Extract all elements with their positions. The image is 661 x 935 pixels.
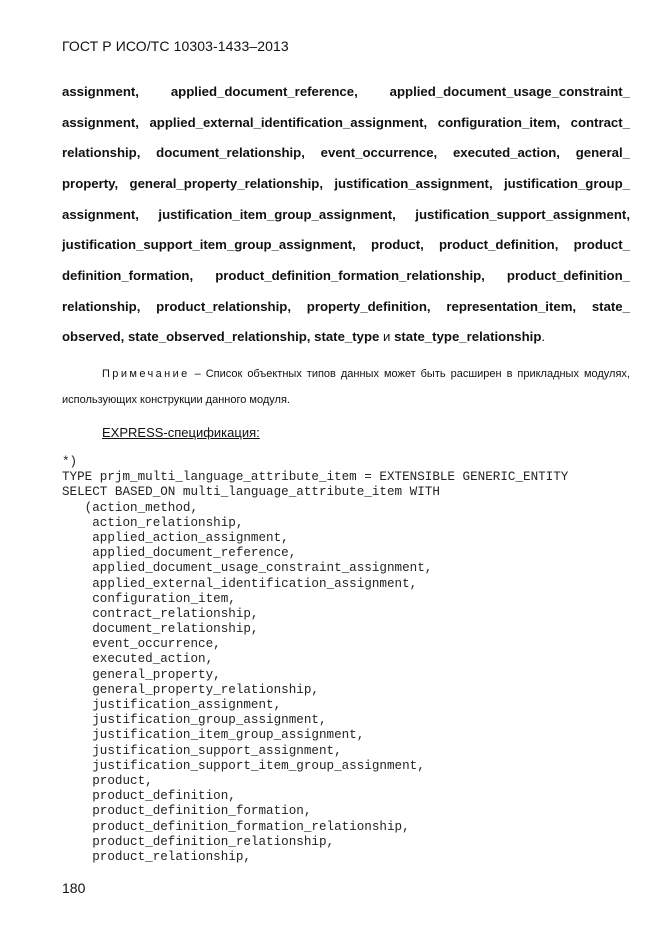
paragraph-line [62, 115, 630, 130]
paragraph-word: product_relationship, [156, 299, 291, 314]
code-line: *) [62, 455, 78, 469]
paragraph-word: justification_assignment, [334, 176, 493, 191]
note-line: использующих конструкции данного модуля. [62, 394, 290, 406]
note-word: модулях, [583, 368, 630, 380]
code-line: product_relationship, [62, 849, 251, 864]
note-word: может [383, 368, 416, 380]
express-code-block [62, 455, 568, 865]
note-line [102, 368, 630, 380]
code-line: document_relationship, [62, 622, 259, 637]
code-line: general_property_relationship, [62, 682, 319, 697]
code-line: product_definition_relationship, [62, 834, 335, 849]
note-word: данных [340, 368, 379, 380]
code-line: executed_action, [62, 652, 214, 667]
page-number: 180 [62, 880, 86, 896]
paragraph-word: product_definition, [438, 237, 559, 252]
paragraph-text: observed, state_observed_relationship, state_type [62, 329, 380, 344]
code-line: justification_assignment, [62, 698, 282, 712]
code-line: SELECT BASED_ON multi_language_attribute_item WITH [62, 485, 440, 500]
paragraph-conjunction: и [379, 329, 395, 344]
paragraph-line [62, 145, 630, 160]
code-line: event_occurrence, [62, 637, 221, 652]
paragraph-word: definition_formation, [62, 268, 194, 283]
paragraph-line [62, 207, 630, 222]
paragraph-word: property, [62, 176, 119, 191]
paragraph-period: . [541, 329, 546, 344]
code-line: justification_support_item_group_assignment, [62, 758, 425, 773]
paragraph-line [62, 237, 630, 252]
paragraph-word: justification_group_ [503, 176, 630, 191]
paragraph-word: property_definition, [306, 299, 431, 314]
note-word: Список [205, 368, 243, 380]
paragraph-word: applied_document_usage_constraint_ [389, 84, 630, 99]
express-spec-title: EXPRESS-спецификация: [102, 425, 260, 440]
paragraph-word: assignment, [62, 84, 139, 99]
paragraph-word: contract_ [570, 115, 630, 130]
paragraph-word: applied_external_identification_assignment, [149, 115, 428, 130]
paragraph-line [62, 299, 630, 314]
code-line: justification_group_assignment, [62, 713, 327, 728]
note-word: быть [420, 368, 446, 380]
paragraph-word: assignment, [62, 115, 139, 130]
paragraph-word: justification_support_assignment, [415, 207, 630, 222]
code-line: (action_method, [62, 500, 199, 515]
note-word: – [194, 368, 201, 380]
paragraph-word: relationship, [62, 145, 141, 160]
paragraph-last-line [62, 329, 630, 344]
paragraph-word: configuration_item, [437, 115, 561, 130]
paragraph-word: event_occurrence, [320, 145, 438, 160]
code-line: justification_support_assignment, [62, 743, 342, 758]
paragraph-word: general_ [575, 145, 630, 160]
code-line: applied_document_usage_constraint_assignment, [62, 561, 433, 576]
code-line: product, [62, 773, 153, 788]
paragraph-line [62, 176, 630, 191]
page-header: ГОСТ Р ИСО/ТС 10303-1433–2013 [62, 38, 289, 54]
code-line: applied_external_identification_assignment, [62, 576, 418, 591]
paragraph-word: product, [371, 237, 424, 252]
code-line: product_definition_formation, [62, 804, 312, 819]
paragraph-word: product_definition_formation_relationship, [215, 268, 485, 283]
paragraph-word: general_property_relationship, [129, 176, 323, 191]
paragraph-word: document_relationship, [156, 145, 305, 160]
paragraph-line [62, 268, 630, 283]
note-word: расширен [450, 368, 502, 380]
code-line: action_relationship, [62, 515, 244, 530]
note-word: типов [306, 368, 336, 380]
code-line: justification_item_group_assignment, [62, 728, 365, 743]
paragraph-word: justification_support_item_group_assignment, [62, 237, 356, 252]
paragraph-word: justification_item_group_assignment, [158, 207, 396, 222]
note-label: Примечание [102, 368, 190, 380]
paragraph-word: product_definition_ [506, 268, 630, 283]
note-word: в [506, 368, 513, 380]
code-line: general_property, [62, 667, 221, 682]
paragraph-word: applied_document_reference, [170, 84, 358, 99]
code-line: product_definition, [62, 789, 236, 804]
paragraph-word: executed_action, [452, 145, 560, 160]
code-line: configuration_item, [62, 591, 236, 606]
code-line: TYPE prjm_multi_language_attribute_item = EXTENSIBLE GENERIC_ENTITY [62, 470, 569, 485]
paragraph-word: representation_item, [446, 299, 577, 314]
paragraph-line [62, 84, 630, 99]
paragraph-text: state_type_relationship [394, 329, 542, 344]
note-word: объектных [247, 368, 302, 380]
code-line: applied_action_assignment, [62, 530, 289, 545]
code-line: applied_document_reference, [62, 546, 297, 561]
code-line: product_definition_formation_relationship, [62, 819, 410, 834]
paragraph-word: state_ [591, 299, 630, 314]
paragraph-word: product_ [573, 237, 630, 252]
paragraph-word: assignment, [62, 207, 139, 222]
note-word: прикладных [517, 368, 579, 380]
code-line: contract_relationship, [62, 606, 259, 621]
paragraph-word: relationship, [62, 299, 141, 314]
